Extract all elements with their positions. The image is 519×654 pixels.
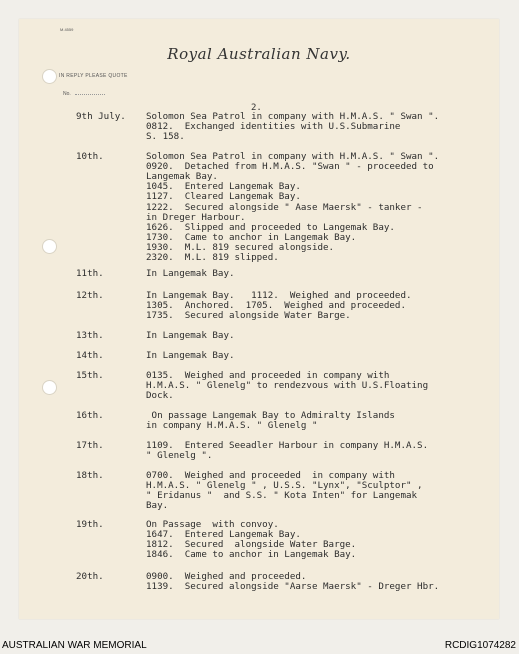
entry-date: 18th. [76,470,104,481]
entry-line: S. 158. [146,131,185,143]
punch-hole [42,69,57,84]
entry-line: 1846. Came to anchor in Langemak Bay. [146,549,357,561]
entry-line: Langemak Bay. [146,171,218,183]
document-page [19,19,499,619]
entry-date: 17th. [76,440,104,451]
form-code: M.4559 [60,27,74,32]
entry-date: 16th. [76,410,104,421]
entry-line: 1930. M.L. 819 secured alongside. [146,241,335,253]
entry-line: 0812. Exchanged identities with U.S.Submarine [146,121,401,133]
entry-line: On passage Langemak Bay to Admiralty Islands [146,410,395,421]
entry-line: Solomon Sea Patrol in company with H.M.A.S. " Swan ". [146,151,440,162]
entry-date: 14th. [76,350,104,361]
entry-line: 0920. Detached from H.M.A.S. "Swan " - proceeded to [146,161,434,173]
entry-line: Dock. [146,390,174,402]
entry-line: 1812. Secured alongside Water Barge. [146,539,357,551]
entry-line: 1626. Slipped and proceeded to Langemak Bay. [146,221,395,233]
entry-line: 1127. Cleared Langemak Bay. [146,191,301,203]
footer-record-id: RCDIG1074282 [444,640,516,651]
entry-line: On Passage with convoy. [146,519,279,530]
entry-line: H.M.A.S. " Glenelg " , U.S.S. "Lynx", "Sculptor" , [146,480,423,492]
entry-line: Solomon Sea Patrol in company with H.M.A.S. " Swan ". [146,111,440,122]
entry-line: 2320. M.L. 819 slipped. [146,252,279,263]
entry-line: 1139. Secured alongside "Aarse Maersk" - Dreger Hbr. [146,581,440,593]
entry-line: 0700. Weighed and proceeded in company with [146,470,395,481]
entry-line: in company H.M.A.S. " Glenelg " [146,420,318,432]
entry-date: 15th. [76,370,104,381]
entry-line: 1735. Secured alongside Water Barge. [146,310,351,322]
entry-line: in Dreger Harbour. [146,211,246,223]
entry-date: 9th July. [76,111,126,122]
footer-source: AUSTRALIAN WAR MEMORIAL [2,640,147,651]
punch-hole [42,239,57,254]
entry-date: 12th. [76,290,104,301]
entry-line: " Glenelg ". [146,450,213,462]
entry-line: In Langemak Bay. 1112. Weighed and proceeded. [146,290,412,301]
entry-line: 1305. Anchored. 1705. Weighed and proceeded. [146,300,406,312]
entry-line: In Langemak Bay. [146,330,235,341]
entry-line: 0900. Weighed and proceeded. [146,571,307,582]
entry-date: 20th. [76,571,104,582]
entry-line: H.M.A.S. " Glenelg" to rendezvous with U.S.Floating [146,380,429,392]
entry-date: 10th. [76,151,104,162]
entry-line: " Eridanus " and S.S. " Kota Inten" for Langemak [146,490,418,502]
page-number: 2. [251,103,262,113]
entry-date: 13th. [76,330,104,341]
entry-line: 1647. Entered Langemak Bay. [146,529,301,541]
entry-date: 11th. [76,268,104,279]
entry-line: In Langemak Bay. [146,350,235,361]
reply-quote-label: IN REPLY PLEASE QUOTE [59,73,128,79]
entry-line: In Langemak Bay. [146,268,235,279]
entry-line: 1222. Secured alongside " Aase Maersk" - tanker - [146,201,423,213]
punch-hole [42,380,57,395]
entry-line: 1109. Entered Seeadler Harbour in company H.M.A.S. [146,440,429,451]
entry-line: 1045. Entered Langemak Bay. [146,181,301,193]
entry-line: Bay. [146,500,169,512]
entry-line: 1730. Came to anchor in Langemak Bay. [146,231,357,243]
entry-line: 0135. Weighed and proceeded in company with [146,370,390,381]
entry-date: 19th. [76,519,104,530]
reference-number-field: No. [63,91,105,97]
letterhead-title: Royal Australian Navy. [167,45,351,63]
